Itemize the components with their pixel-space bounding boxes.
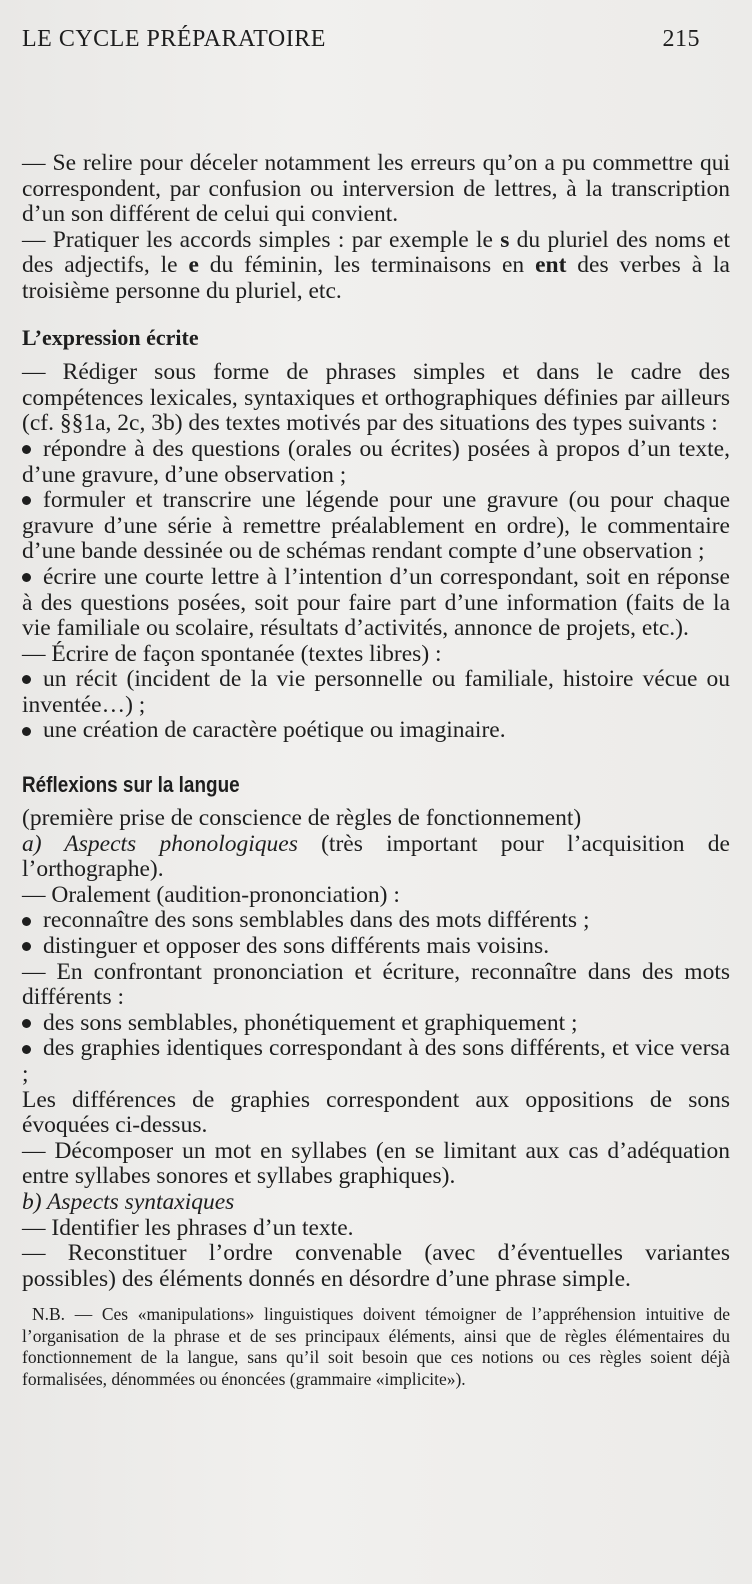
list-item: des graphies identiques correspondant à des sons différents, et vice versa ; <box>22 1035 730 1087</box>
page-body <box>22 151 730 1390</box>
paragraph-oralement: — Oralement (audition-prononciation) : <box>22 881 400 908</box>
paragraph-decomposer: — Décomposer un mot en syllabes (en se limitant aux cas d’adéquation entre syllabes sonores et syllabes graphiques). <box>22 1137 730 1190</box>
paragraph-confrontant: — En confrontant prononciation et écriture, reconnaître dans des mots différents : <box>22 958 730 1011</box>
paragraph-accords: — Pratiquer les accords simples : par exemple le s du pluriel des noms et des adjectifs, le e du féminin, les terminaisons en ent des verbes à la troisième personne du pluriel, etc. <box>22 226 730 304</box>
footnote-nb: N.B. — Ces «manipulations» linguistiques doivent témoigner de l’appréhension intuitive de l’organisation de la phrase et de ses principaux éléments, ainsi que de règles élémentaires du fonctionnement de la langue, sans qu’il soit besoin que ces notions ou ces règles soient déjà formalisées, dénommées ou énoncées (grammaire «implicite»). <box>22 1304 730 1389</box>
bullet-icon <box>22 445 31 454</box>
paragraph-spontanee: — Écrire de façon spontanée (textes libres) : <box>22 640 442 667</box>
bullet-icon <box>22 727 31 736</box>
paragraph-aspects-phonologiques: a) Aspects phonologiques (très important pour l’acquisition de l’orthographe). <box>22 830 730 883</box>
paragraph-rediger: — Rédiger sous forme de phrases simples et dans le cadre des compétences lexicales, syntaxiques et orthographiques définies par ailleurs (cf. §§1a, 2c, 3b) des textes motivés par des situations des types suivants : <box>22 359 730 437</box>
list-item: une création de caractère poétique ou imaginaire. <box>22 718 730 744</box>
paragraph-differences: Les différences de graphies correspondent aux oppositions de sons évoquées ci-dessus. <box>22 1086 730 1139</box>
list-item: un récit (incident de la vie personnelle ou familiale, histoire vécue ou inventée…) ; <box>22 666 730 718</box>
paragraph-reconstituer: — Reconstituer l’ordre convenable (avec d’éventuelles variantes possibles) des éléments donnés en désordre d’une phrase simple. <box>22 1240 730 1292</box>
header-title: LE CYCLE PRÉPARATOIRE <box>22 26 326 52</box>
list-item: distinguer et opposer des sons différents mais voisins. <box>22 934 730 960</box>
bullet-icon <box>22 1045 31 1054</box>
bullet-icon <box>22 573 31 582</box>
bullet-icon <box>22 942 31 951</box>
list-item: écrire une courte lettre à l’intention d’un correspondant, soit en réponse à des questions posées, soit pour faire part d’une information (faits de la vie familiale ou scolaire, résultats d’activités, annonce de projets, etc.). <box>22 563 730 642</box>
section-heading-expression: L’expression écrite <box>22 324 199 350</box>
list-item: répondre à des questions (orales ou écrites) posées à propos d’un texte, d’une gravure, d’une observation ; <box>22 435 730 488</box>
bullet-icon <box>22 496 31 505</box>
paragraph-subtitle: (première prise de conscience de règles de fonctionnement) <box>22 805 582 832</box>
list-item: formuler et transcrire une légende pour une gravure (ou pour chaque gravure d’une série à remettre préalablement en ordre), le commentaire d’une bande dessinée ou de schémas rendant compte d’une observation ; <box>22 487 730 565</box>
section-heading-reflexions: Réflexions sur la langue <box>22 772 240 798</box>
running-header <box>22 0 730 53</box>
bullet-icon <box>22 917 31 926</box>
paragraph-relire: — Se relire pour déceler notamment les erreurs qu’on a pu commettre qui correspondent, par confusion ou interversion de lettres, à la transcription d’un son différent de celui qui convient. <box>22 150 730 228</box>
paragraph-identifier: — Identifier les phrases d’un texte. <box>22 1214 354 1241</box>
page-number: 215 <box>662 26 700 52</box>
bullet-icon <box>22 675 31 684</box>
list-item: reconnaître des sons semblables dans des mots différents ; <box>22 908 730 934</box>
paragraph-aspects-syntaxiques: b) Aspects syntaxiques <box>22 1188 235 1215</box>
bullet-icon <box>22 1019 31 1028</box>
list-item: des sons semblables, phonétiquement et graphiquement ; <box>22 1011 730 1037</box>
